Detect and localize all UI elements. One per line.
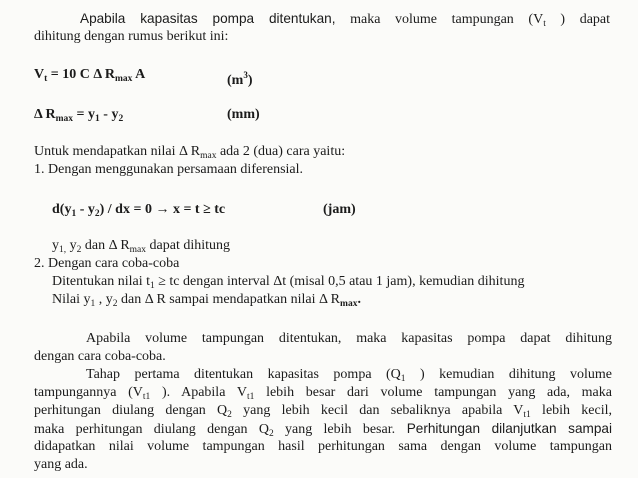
- formula-delta-r-minus: - y: [99, 107, 119, 122]
- method-1-note-sub2: 2: [76, 245, 82, 255]
- para2-l4-sub: 2: [268, 429, 274, 439]
- para2-l1-sub: 1: [400, 374, 406, 384]
- intro-sans-text: Apabila kapasitas pompa ditentukan,: [80, 11, 336, 26]
- method-2-l2-mid: , y: [95, 292, 113, 307]
- paragraph-2-line-3: [34, 403, 612, 423]
- para2-l2-mid: ). Apabila V: [150, 385, 247, 400]
- formula-delta-r-lhs: Δ R: [34, 107, 56, 122]
- para2-l3-sub2: t1: [523, 410, 531, 420]
- para2-l4-tail: yang lebih besar.: [273, 422, 396, 437]
- method-1-note-mid: dan Δ R: [81, 238, 130, 253]
- paragraph-2-line-1: [34, 367, 612, 387]
- intro-line-2: dihitung dengan rumus berikut ini:: [34, 29, 229, 44]
- formula-volume: [34, 67, 145, 87]
- method-2-l2-mid2: dan Δ R sampai mendapatkan nilai Δ R: [117, 292, 341, 307]
- paragraph-2-line-2: [34, 385, 612, 405]
- paragraph-2-line-5: didapatkan nilai volume tampungan hasil perhitungan sama dengan volume tampungan: [34, 439, 612, 454]
- formula-volume-unit: [227, 67, 253, 89]
- para2-l4-pre: maka perhitungan diulang dengan Q: [34, 422, 269, 437]
- method-2-l2-sub3: max: [340, 299, 358, 309]
- para2-l2-sub2: t1: [246, 392, 255, 402]
- intro-subscript: t: [543, 19, 546, 29]
- method-1-equation: [52, 202, 225, 222]
- method-1-note-sub1: 1,: [59, 245, 67, 255]
- method-2-l2-end: .: [357, 292, 361, 307]
- para2-l3-sub: 2: [227, 410, 232, 420]
- method-1-eq-pre: d(y: [52, 202, 72, 217]
- paragraph-1-line-1: Apabila volume tampungan ditentukan, maka kapasitas pompa dapat dihitung: [86, 331, 612, 346]
- method-2-l1-pre: Ditentukan nilai t: [52, 274, 150, 289]
- formula-volume-expr-sub: max: [115, 74, 133, 84]
- method-1-eq-sub2: 2: [94, 209, 100, 219]
- para2-l4-sans: Perhitungan dilanjutkan sampai: [395, 421, 612, 436]
- intro-tail: ) dapat: [545, 12, 611, 27]
- method-2-l2-pre: Nilai y: [52, 292, 91, 307]
- method-2-l2-sub1: 1: [90, 299, 96, 309]
- para2-l3-pre: perhitungan diulang dengan Q: [34, 403, 228, 418]
- method-1-eq-post: ) / dx = 0 → x = t ≥ tc: [99, 202, 226, 217]
- method-2-title: 2. Dengan cara coba-coba: [34, 256, 180, 271]
- para2-l1-pre: Tahap pertama ditentukan kapasitas pompa (Q: [86, 367, 401, 382]
- method-1-note-sub3: max: [129, 245, 147, 255]
- para2-l2-sub: t1: [142, 392, 151, 402]
- formula-delta-r-sub2: 2: [118, 114, 124, 124]
- formula-volume-expr: = 10 C Δ R: [47, 67, 115, 82]
- method-1-eq-sub1: 1: [71, 209, 77, 219]
- para2-l1-tail: ) kemudian dihitung volume: [405, 367, 613, 382]
- formula-delta-r-lhs-sub: max: [55, 114, 74, 124]
- formula-volume-v: V: [34, 67, 45, 82]
- method-2-line-1: [52, 274, 524, 294]
- para2-l3-tail: lebih kecil,: [530, 403, 613, 418]
- paragraph-1-line-2: dengan cara coba-coba.: [34, 349, 166, 364]
- para2-l3-mid: yang lebih kecil dan sebaliknya apabila V: [231, 403, 524, 418]
- method-2-l2-sub2: 2: [112, 299, 118, 309]
- method-2-l1-sub: 1: [149, 281, 155, 291]
- formula-volume-v-sub: t: [44, 74, 48, 84]
- formula-volume-unit-sup: 3: [243, 70, 248, 80]
- formula-volume-tail: A: [132, 67, 146, 82]
- method-2-l1-tail: ≥ tc dengan interval Δt (misal 0,5 atau 1 jam), kemudian dihitung: [154, 274, 525, 289]
- formula-delta-r-sub1: 1: [95, 114, 100, 124]
- formula-delta-r-rhs: = y: [73, 107, 96, 122]
- para2-l2-pre: tampungannya (V: [34, 385, 143, 400]
- formula-volume-unit-base: (m: [227, 73, 244, 88]
- method-1-eq-mid: - y: [76, 202, 95, 217]
- intro-serif-text: maka volume tampungan (V: [350, 12, 544, 27]
- para2-l2-tail: lebih besar dari volume tampungan yang ada, maka: [254, 385, 612, 400]
- methods-intro-text: Untuk mendapatkan nilai Δ R: [34, 144, 201, 159]
- formula-volume-unit-close: ): [247, 73, 253, 88]
- method-1-unit: (jam): [323, 202, 356, 217]
- method-1-title: 1. Dengan menggunakan persamaan diferensial.: [34, 162, 304, 177]
- paragraph-2-line-6: yang ada.: [34, 457, 88, 472]
- method-1-note-tail: dapat dihitung: [146, 238, 231, 253]
- formula-delta-r: [34, 107, 123, 127]
- methods-intro-tail: ada 2 (dua) cara yaitu:: [216, 144, 346, 159]
- method-2-line-2: [52, 292, 361, 312]
- method-1-note-y2: y: [66, 238, 77, 253]
- method-1-note: [52, 238, 230, 258]
- methods-intro-sub: max: [200, 151, 217, 161]
- formula-delta-r-unit: (mm): [227, 107, 260, 122]
- methods-intro: [34, 144, 345, 164]
- method-1-note-y1: y: [52, 238, 59, 253]
